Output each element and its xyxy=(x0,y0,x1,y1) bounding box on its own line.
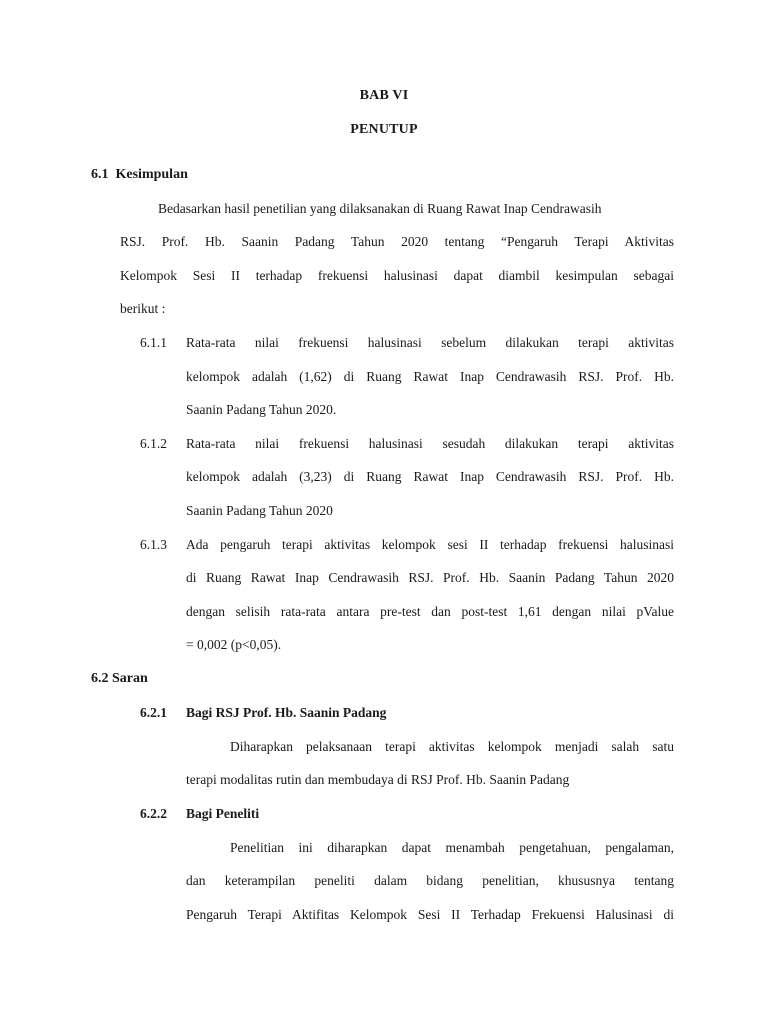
section-heading-saran xyxy=(91,671,148,687)
paragraph-line: berikut : xyxy=(120,301,166,316)
list-item-line: = 0,002 (p<0,05). xyxy=(186,637,282,652)
chapter-title: PENUTUP xyxy=(350,122,418,137)
list-item-line: Saanin Padang Tahun 2020. xyxy=(186,402,337,417)
list-item-line: dengan selisih rata-rata antara pre-test dan post-test 1,61 dengan nilai pValue xyxy=(186,604,674,619)
paragraph-line: Penelitian ini diharapkan dapat menambah pengetahuan, pengalaman, xyxy=(230,840,674,855)
paragraph-line: Kelompok Sesi II terhadap frekuensi halusinasi dapat diambil kesimpulan sebagai xyxy=(120,268,674,283)
paragraph-line: Bedasarkan hasil penetilian yang dilaksanakan di Ruang Rawat Inap Cendrawasih xyxy=(158,201,602,216)
paragraph-line: RSJ. Prof. Hb. Saanin Padang Tahun 2020 tentang “Pengaruh Terapi Aktivitas xyxy=(120,234,674,249)
paragraph-line: terapi modalitas rutin dan membudaya di RSJ Prof. Hb. Saanin Padang xyxy=(186,772,570,787)
list-item-line: Rata-rata nilai frekuensi halusinasi sebelum dilakukan terapi aktivitas xyxy=(186,335,674,350)
paragraph-line: dan keterampilan peneliti dalam bidang penelitian, khususnya tentang xyxy=(186,873,674,888)
list-item-number: 6.1.2 xyxy=(140,436,167,451)
section-title: Saran xyxy=(112,671,148,686)
section-heading-kesimpulan xyxy=(91,167,188,183)
list-item-line: di Ruang Rawat Inap Cendrawasih RSJ. Prof. Hb. Saanin Padang Tahun 2020 xyxy=(186,570,674,585)
list-item-line: kelompok adalah (3,23) di Ruang Rawat Inap Cendrawasih RSJ. Prof. Hb. xyxy=(186,469,674,484)
subsection-number: 6.2.1 xyxy=(140,705,167,720)
section-title: Kesimpulan xyxy=(115,167,188,182)
list-item-number: 6.1.1 xyxy=(140,335,167,350)
list-item-line: kelompok adalah (1,62) di Ruang Rawat Inap Cendrawasih RSJ. Prof. Hb. xyxy=(186,369,674,384)
list-item-line: Rata-rata nilai frekuensi halusinasi sesudah dilakukan terapi aktivitas xyxy=(186,436,674,451)
subsection-title: Bagi RSJ Prof. Hb. Saanin Padang xyxy=(186,705,387,720)
list-item-line: Saanin Padang Tahun 2020 xyxy=(186,503,333,518)
paragraph-line: Diharapkan pelaksanaan terapi aktivitas kelompok menjadi salah satu xyxy=(230,739,674,754)
subsection-number: 6.2.2 xyxy=(140,806,167,821)
section-number: 6.1 xyxy=(91,167,109,182)
chapter-label: BAB VI xyxy=(359,88,409,103)
section-number: 6.2 xyxy=(91,671,109,686)
list-item-line: Ada pengaruh terapi aktivitas kelompok sesi II terhadap frekuensi halusinasi xyxy=(186,537,674,552)
paragraph-line: Pengaruh Terapi Aktifitas Kelompok Sesi II Terhadap Frekuensi Halusinasi di xyxy=(186,907,674,922)
subsection-title: Bagi Peneliti xyxy=(186,806,260,821)
list-item-number: 6.1.3 xyxy=(140,537,167,552)
